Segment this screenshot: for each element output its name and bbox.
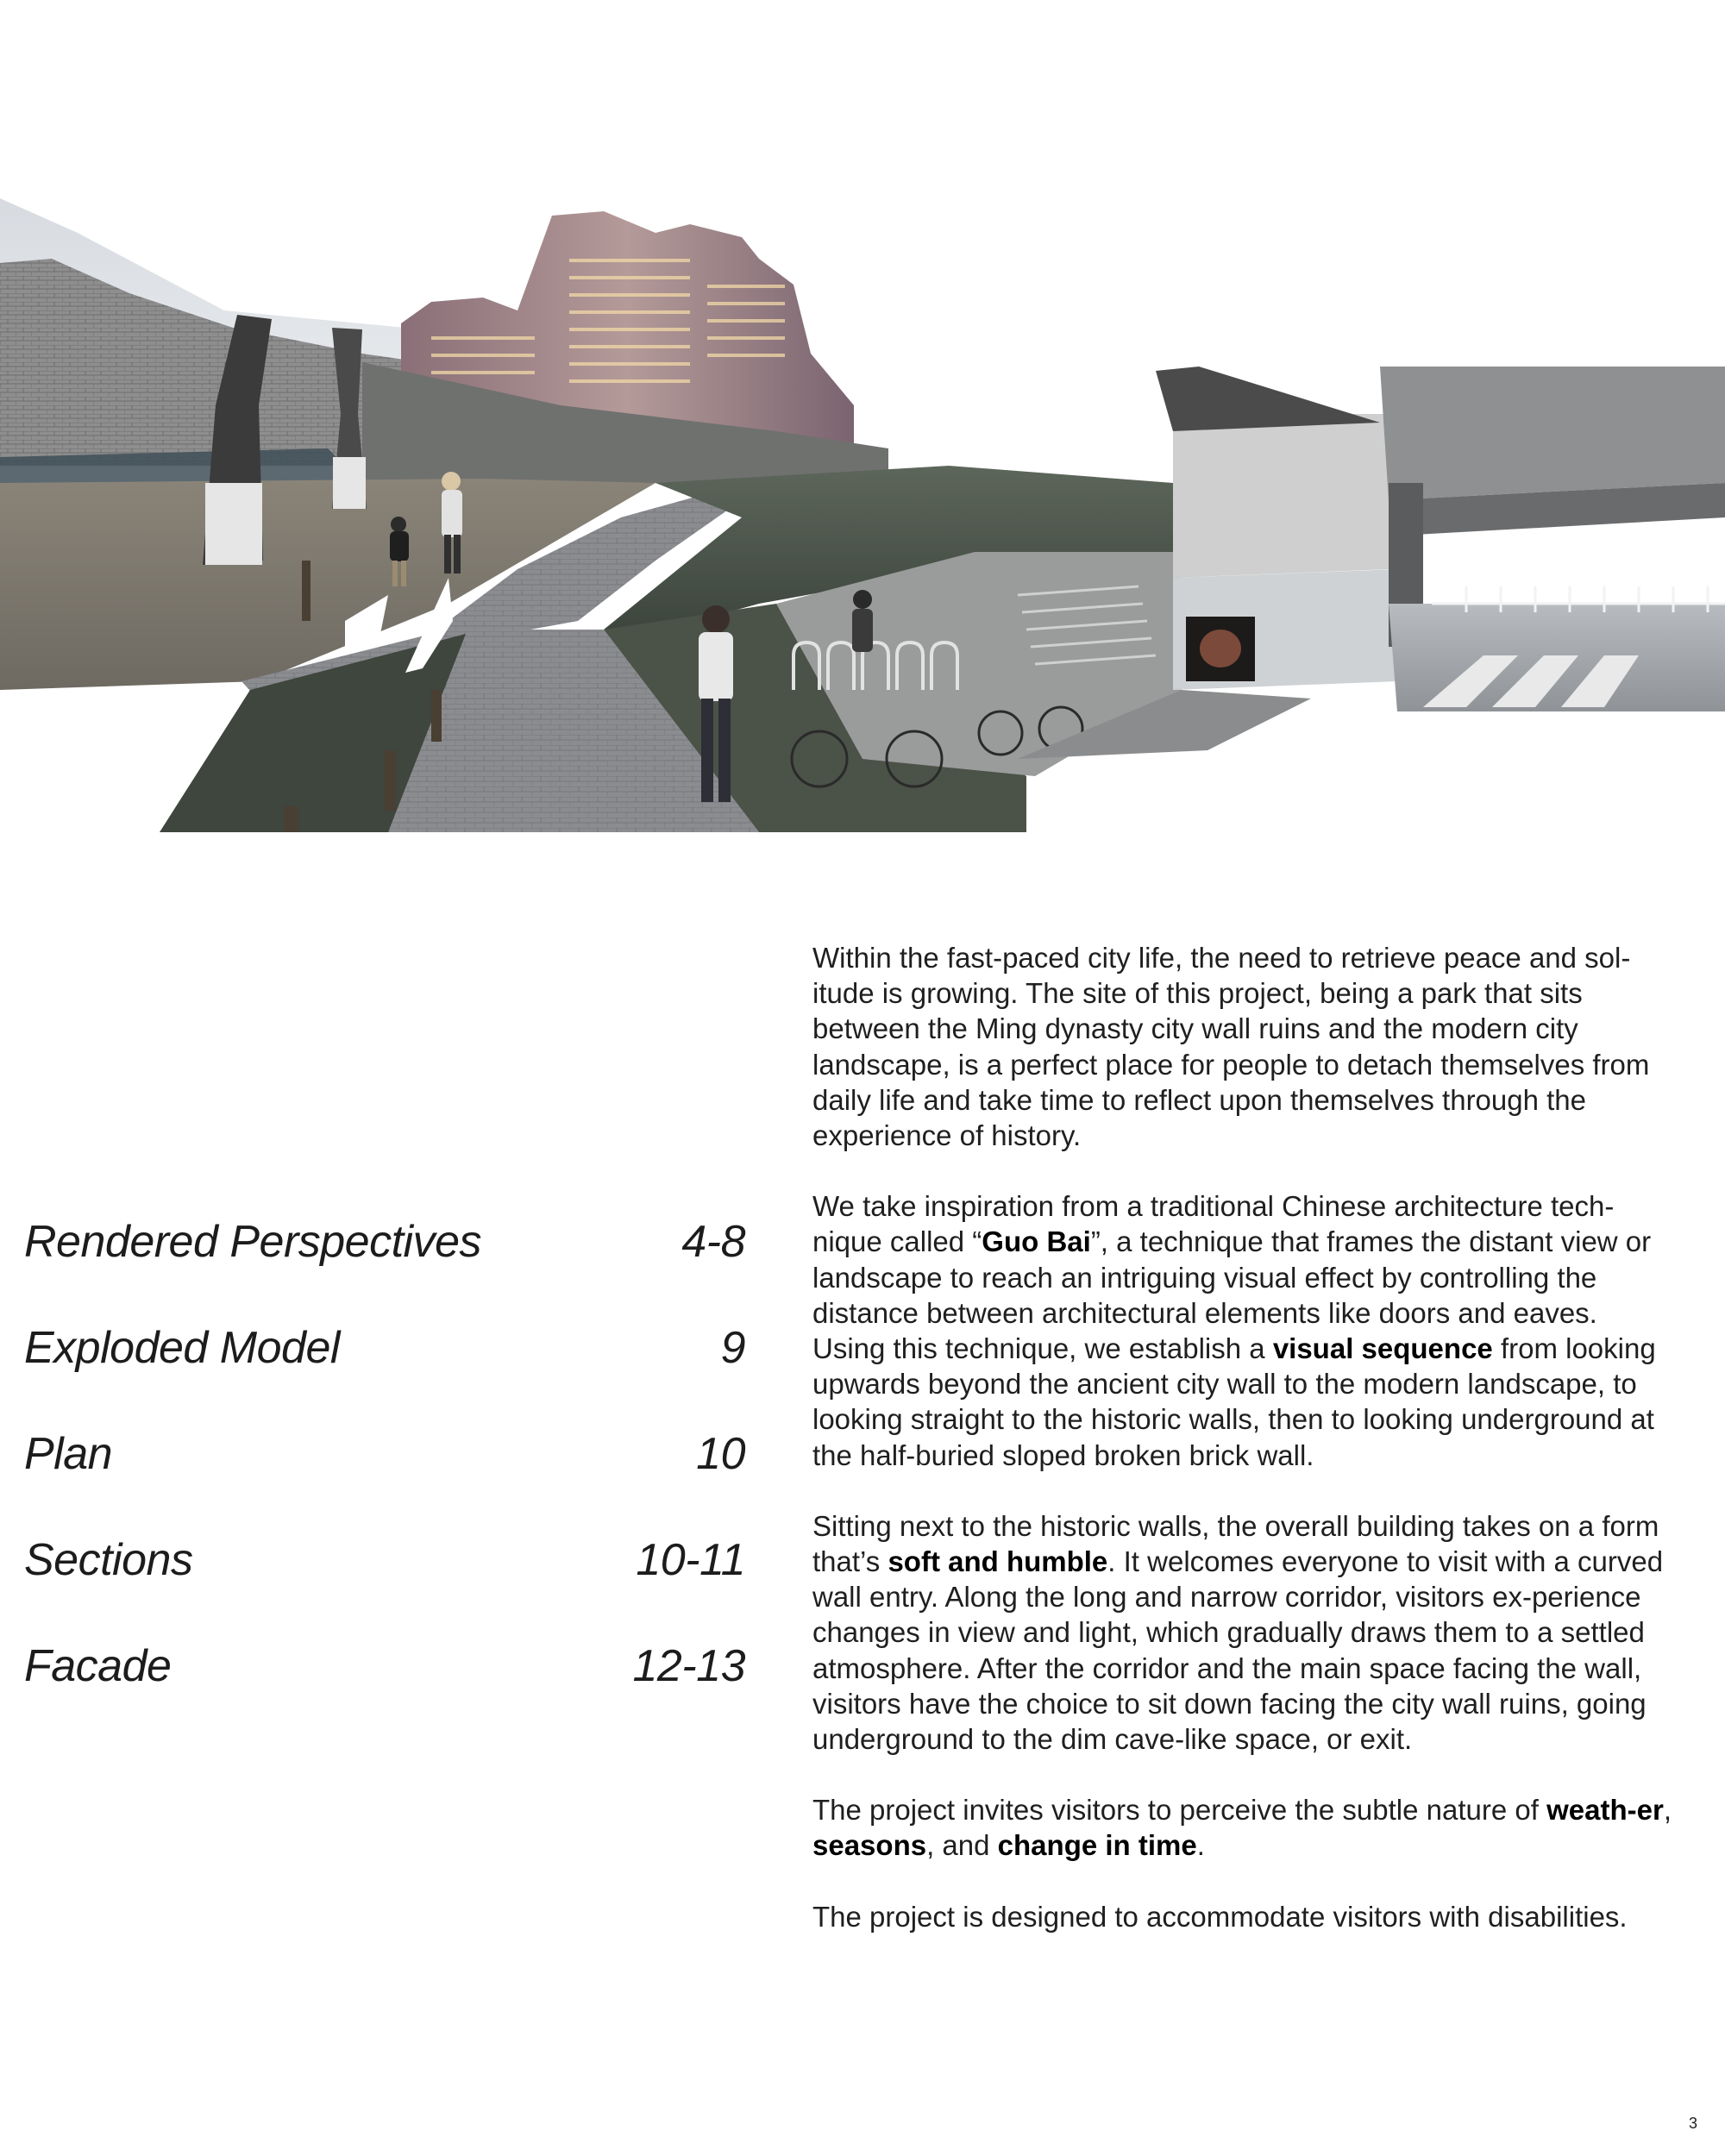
toc-entry-rendered-perspectives[interactable] (24, 1216, 745, 1322)
collage-illustration (0, 0, 1725, 862)
text-run: . (1196, 1829, 1205, 1862)
toc-entry-exploded-model[interactable] (24, 1322, 745, 1428)
text-run: Sitting next to the historic walls, the overall building takes on a form that’s (812, 1509, 1659, 1578)
person-cyclist (852, 590, 873, 652)
toc-entry-title: Rendered Perspectives (24, 1217, 482, 1267)
emphasis-seasons: seasons (812, 1829, 927, 1862)
text-run: , and (926, 1829, 998, 1862)
text-run: We take inspiration from a traditional Chinese architecture tech-nique called “ (812, 1190, 1615, 1258)
tree-trunk-paint (205, 483, 262, 565)
text-run: ”, a technique that frames the distant view or landscape to reach an intriguing visual effect by controlling the distance between architectural elements like doors and eaves. Using this technique, we establish a (812, 1225, 1652, 1365)
toc-entry-title: Plan (24, 1429, 113, 1479)
toc-entry-title: Sections (24, 1535, 193, 1585)
toc-entry-sections[interactable] (24, 1534, 745, 1640)
text-run: from looking upwards beyond the ancient city wall to the modern landscape, to looking straight to the historic walls, then to looking underground at the half-buried sloped broken brick wall. (812, 1332, 1656, 1471)
billboard-figure (1200, 630, 1241, 667)
paragraph-5: The project is designed to accommodate visitors with disabilities. (812, 1900, 1628, 1933)
paragraph-4 (812, 1792, 1675, 1863)
emphasis-change-in-time: change in time (997, 1829, 1197, 1862)
toc-entry-title: Facade (24, 1641, 172, 1691)
paragraph-2 (812, 1188, 1675, 1473)
page-number: 3 (1689, 2115, 1698, 2132)
emphasis-visual-sequence: visual sequence (1272, 1332, 1493, 1365)
text-run: The project invites visitors to perceive the subtle nature of (812, 1794, 1547, 1827)
paragraph-1: Within the fast-paced city life, the need to retrieve peace and sol-itude is growing. The site of this project, being a park that sits between the Ming dynasty city wall ruins and the modern city landscape, is a perfect place for people to detach themselves from daily life and take time to reflect upon themselves through the experience of history. (812, 942, 1650, 1152)
text-run: , (1663, 1794, 1672, 1827)
emphasis-weather: weath-er (1546, 1794, 1664, 1827)
toc-entry-pages: 4-8 (681, 1217, 745, 1267)
toc-entry-pages: 10-11 (636, 1535, 745, 1585)
toc-entry-plan[interactable] (24, 1428, 745, 1534)
shelter-roof (1156, 367, 1380, 431)
project-description (812, 940, 1675, 1970)
toc-entry-pages: 12-13 (632, 1641, 745, 1691)
emphasis-guo-bai: Guo Bai (982, 1225, 1091, 1258)
text-run: . It welcomes everyone to visit with a curved wall entry. Along the long and narrow corridor, visitors ex-perience changes in view and light, which gradually draws them to a settled atmosphere. After the corridor and the main space facing the wall, visitors have the choice to sit down facing the city wall ruins, going underground to the dim cave-like space, or exit. (812, 1545, 1664, 1756)
toc-entry-pages: 10 (696, 1429, 745, 1479)
toc-entry-title: Exploded Model (24, 1323, 340, 1373)
toc-entry-facade[interactable] (24, 1640, 745, 1746)
tree-trunk-paint-2 (333, 457, 366, 509)
trees-background (1173, 414, 1389, 578)
paragraph-3 (812, 1508, 1675, 1757)
table-of-contents (24, 1216, 745, 1746)
emphasis-soft-and-humble: soft and humble (888, 1545, 1108, 1578)
toc-entry-pages: 9 (720, 1323, 745, 1373)
overpass (1380, 367, 1725, 500)
